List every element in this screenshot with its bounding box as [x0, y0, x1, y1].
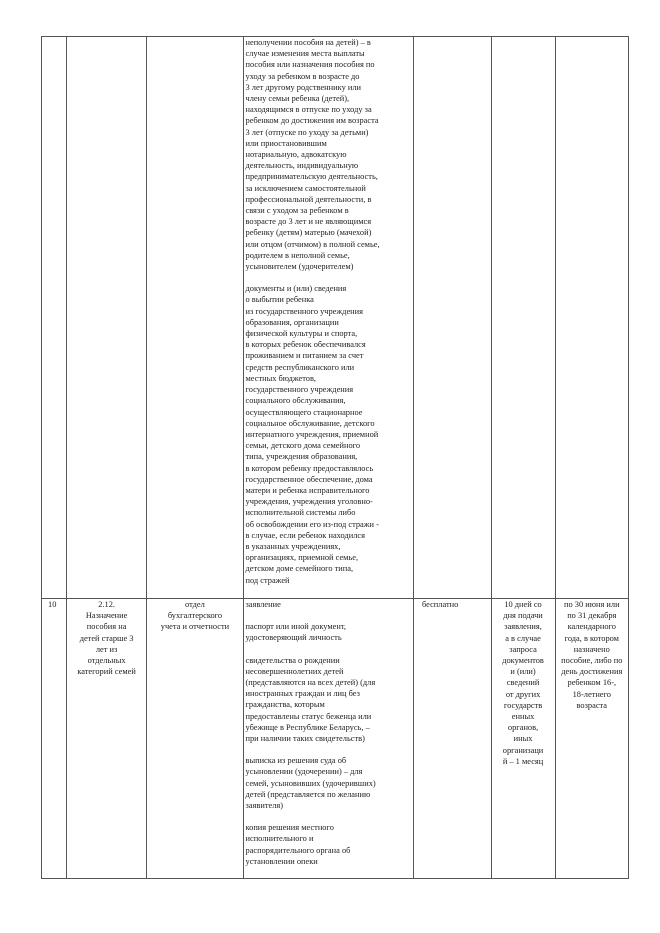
- text-line: иных: [513, 734, 533, 744]
- cell-procedure-name: [66, 599, 147, 879]
- text-line: при наличии таких свидетельств): [245, 734, 365, 744]
- text-line: предоставлены статус беженца или: [245, 711, 372, 721]
- text-line: за исключением самостоятельной: [245, 183, 366, 193]
- text-line: из государственного учреждения: [245, 306, 363, 316]
- text-line: года, в котором: [564, 633, 619, 643]
- text-line: средств республиканского или: [245, 362, 355, 372]
- text-line: заявления,: [504, 622, 542, 632]
- text-line: образования, организации: [245, 317, 339, 327]
- text-line: возраста: [576, 700, 608, 710]
- text-line: ребенку (детям) матерью (мачехой): [245, 228, 372, 238]
- text-line: заявление: [245, 600, 281, 609]
- text-line: органов,: [507, 723, 539, 733]
- text-line: матери и ребенка исправительного: [245, 485, 370, 495]
- text-line: в указанных учреждениях,: [245, 541, 341, 551]
- text-line: [246, 272, 412, 283]
- text-line: социальное обслуживание, детского: [245, 418, 375, 428]
- text-line: типа, учреждения образования,: [245, 452, 358, 462]
- text-line: 3 лет (отпуске по уходу за детьми): [245, 127, 369, 137]
- text-line: проживанием и питанием за счет: [245, 351, 364, 361]
- text-line: пособия или назначения пособия по: [245, 60, 375, 70]
- text-line: убежище в Республике Беларусь, –: [245, 722, 370, 732]
- text-line: детей старше 3: [79, 633, 134, 643]
- text-line: государств: [503, 700, 543, 710]
- text-line: находящимся в отпуске по уходу за: [245, 105, 372, 115]
- text-line: учета и отчетности: [160, 622, 230, 632]
- text-line: государственное обеспечение, дома: [245, 474, 373, 484]
- text-line: отдельных: [87, 656, 126, 666]
- text-line: й – 1 месяц: [502, 756, 544, 766]
- text-line: сведений: [506, 678, 540, 688]
- text-line: 10 дней со: [504, 600, 542, 609]
- text-line: назначено: [573, 644, 610, 654]
- text-line: усыновлении (удочерении) – для: [245, 767, 363, 777]
- text-line: ребенком 16-,: [567, 678, 617, 688]
- cell-validity: [555, 599, 628, 879]
- text-line: пособия на: [86, 622, 127, 632]
- text-line: пособие, либо по: [561, 656, 623, 666]
- text-line: [246, 644, 412, 655]
- text-line: семьи, детского дома семейного: [245, 441, 361, 451]
- text-line: возрасте до 3 лет и не являющимся: [245, 217, 372, 227]
- text-line: учреждения, учреждения уголовно-: [245, 497, 373, 507]
- cell-fee: бесплатно: [414, 599, 492, 879]
- text-line: интернатного учреждения, приемной: [245, 429, 379, 439]
- text-line: в котором ребенку предоставлялось: [245, 463, 374, 473]
- text-line: категорий семей: [77, 667, 136, 677]
- text-line: деятельность, индивидуальную: [245, 161, 359, 171]
- text-line: документов: [502, 656, 544, 666]
- text-line: усыновителем (удочерителем): [245, 262, 354, 272]
- cell-documents-continued: [243, 37, 414, 599]
- text-line: члену семьи ребенка (детей),: [245, 94, 350, 104]
- text-line: 3 лет другому родственнику или: [245, 82, 362, 92]
- text-line: лет из: [95, 644, 118, 654]
- table-row-continuation: [42, 37, 629, 599]
- text-line: свидетельства о рождении: [245, 655, 340, 665]
- cell-validity-empty: [555, 37, 628, 599]
- cell-required-documents: [243, 599, 414, 879]
- text-line: и (или): [510, 667, 536, 677]
- text-line: календарного: [567, 622, 616, 632]
- text-line: 2.12.: [98, 600, 115, 609]
- cell-fee-empty: [414, 37, 492, 599]
- text-line: дня подачи: [503, 611, 543, 621]
- text-line: государственного учреждения: [245, 385, 354, 395]
- text-line: по 30 июня или: [564, 600, 620, 609]
- text-line: или отцом (отчимом) в полной семье,: [245, 239, 380, 249]
- text-line: неполучении пособия на детей) – в: [245, 38, 371, 47]
- text-line: 18-летнего: [572, 689, 611, 699]
- text-line: нотариальную, адвокатскую: [245, 150, 347, 160]
- text-line: о выбытии ребенка: [245, 295, 314, 305]
- text-line: несовершеннолетних детей: [245, 666, 344, 676]
- text-line: запроса: [509, 644, 537, 654]
- table-row-2-12: [42, 599, 629, 879]
- text-line: случае изменения места выплаты: [245, 49, 365, 59]
- text-line: отдел: [185, 600, 205, 609]
- text-line: (представляются на всех детей) (для: [245, 678, 376, 688]
- text-line: предпринимательскую деятельность,: [245, 172, 378, 182]
- text-line: паспорт или иной документ,: [245, 622, 346, 632]
- text-line: ребенком до достижения им возраста: [245, 116, 379, 126]
- text-line: день достижения: [561, 667, 623, 677]
- text-line: бухгалтерского: [167, 611, 223, 621]
- text-line: уходу за ребенком в возрасте до: [245, 71, 360, 81]
- text-line: заявителя): [245, 801, 284, 811]
- procedures-table: [41, 36, 629, 879]
- cell-organization: [147, 599, 243, 879]
- cell-term-empty: [491, 37, 555, 599]
- text-line: семей, усыновивших (удочеривших): [245, 778, 376, 788]
- text-line: об освобождении его из-под стражи -: [245, 519, 379, 529]
- text-line: в случае, если ребенок находился: [245, 530, 365, 540]
- text-line: осуществляющего стационарное: [245, 407, 363, 417]
- text-line: [246, 610, 412, 621]
- text-line: документы и (или) сведения: [245, 284, 347, 294]
- text-line: профессиональной деятельности, в: [245, 194, 372, 204]
- text-line: енных: [511, 712, 535, 722]
- text-line: организациях, приемной семье,: [245, 553, 359, 563]
- text-line: копия решения местного: [245, 823, 334, 833]
- text-line: под стражей: [245, 575, 290, 585]
- text-line: выписка из решения суда об: [245, 756, 347, 766]
- text-line: местных бюджетов,: [245, 373, 317, 383]
- text-line: гражданства, которым: [245, 700, 325, 710]
- text-line: распорядительного органа об: [245, 845, 351, 855]
- text-line: установлении опеки: [245, 856, 318, 866]
- text-line: [246, 811, 412, 822]
- text-line: а в случае: [505, 633, 541, 643]
- cell-number-empty: [42, 37, 67, 599]
- text-line: исполнительного и: [245, 834, 314, 844]
- text-line: [246, 744, 412, 755]
- text-line: социального обслуживания,: [245, 396, 346, 406]
- text-line: организаци: [502, 745, 544, 755]
- text-line: Назначение: [85, 611, 128, 621]
- text-line: детском доме семейного типа,: [245, 564, 354, 574]
- text-line: удостоверяющий личность: [245, 633, 342, 643]
- text-line: от других: [505, 689, 541, 699]
- text-line: физической культуры и спорта,: [245, 329, 358, 339]
- cell-name-empty: [66, 37, 147, 599]
- text-line: детей (представляется по желанию: [245, 789, 371, 799]
- cell-term: [491, 599, 555, 879]
- text-line: родителем в неполной семье,: [245, 250, 350, 260]
- text-line: или приостановившим: [245, 138, 327, 148]
- text-line: по 31 декабря: [567, 611, 617, 621]
- cell-organization-empty: [147, 37, 243, 599]
- cell-number: 10: [42, 599, 67, 879]
- text-line: в которых ребенок обеспечивался: [245, 340, 366, 350]
- text-line: иностранных граждан и лиц без: [245, 689, 360, 699]
- text-line: связи с уходом за ребенком в: [245, 206, 349, 216]
- text-line: исполнительной системы либо: [245, 508, 356, 518]
